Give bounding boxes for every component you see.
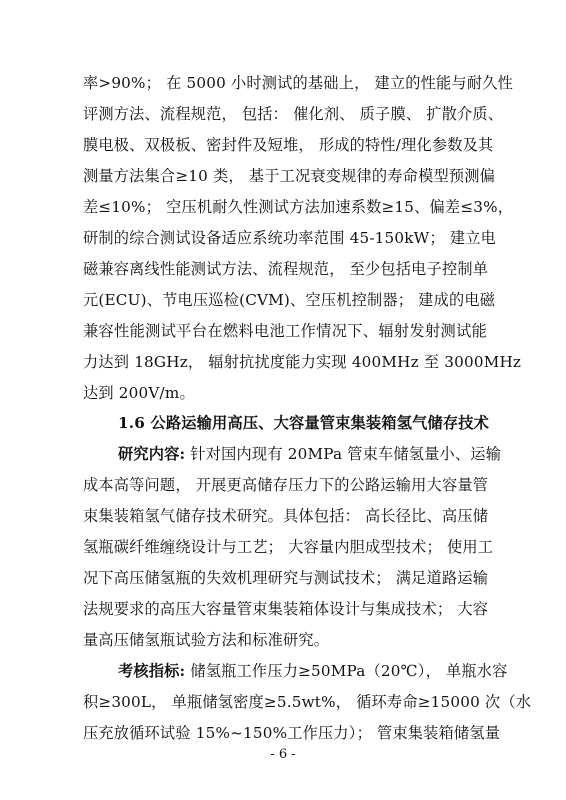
research-label: 研究内容:	[118, 445, 186, 463]
assessment-label: 考核指标:	[118, 662, 186, 680]
body-text-line: 差≤10%； 空压机耐久性测试方法加速系数≥15、偏差≤3%，	[83, 198, 514, 216]
page-number: - 6 -	[270, 747, 296, 762]
assessment-first-line	[118, 661, 508, 681]
body-text-line: 测量方法集合≥10 类， 基于工况衰变规律的寿命模型预测偏	[83, 167, 496, 185]
section-heading: 1.6 公路运输用高压、大容量管束集装箱氢气储存技术	[118, 414, 490, 432]
body-text-line: 评测方法、流程规范， 包括： 催化剂、 质子膜、 扩散介质、	[83, 105, 504, 123]
assessment-first-line-text: 储氢瓶工作压力≥50MPa（20℃）， 单瓶水容	[185, 662, 508, 680]
research-text-line: 成本高等问题， 开展更高储存压力下的公路运输用大容量管	[83, 476, 489, 494]
research-text-line: 况下高压储氢瓶的失效机理研究与测试技术； 满足道路运输	[83, 569, 489, 587]
body-text-line: 率>90%； 在 5000 小时测试的基础上， 建立的性能与耐久性	[83, 74, 513, 92]
assessment-text-line: 压充放循环试验 15%~150%工作压力）； 管束集装箱储氢量	[83, 724, 501, 742]
body-text-line: 研制的综合测试设备适应系统功率范围 45-150kW； 建立电	[83, 229, 497, 247]
research-first-line	[118, 444, 502, 464]
body-text-line: 磁兼容离线性能测试方法、流程规范， 至少包括电子控制单	[83, 260, 489, 278]
research-text-line: 束集装箱氢气储存技术研究。具体包括： 高长径比、高压储	[83, 507, 489, 525]
body-text-line: 元(ECU)、节电压巡检(CVM)、空压机控制器； 建成的电磁	[83, 291, 496, 309]
research-text-line: 量高压储氢瓶试验方法和标准研究。	[83, 631, 330, 649]
body-text-line: 膜电极、双极板、密封件及短堆， 形成的特性/理化参数及其	[83, 136, 494, 154]
body-text-line: 力达到 18GHz， 辐射抗扰度能力实现 400MHz 至 3000MHz	[83, 353, 522, 371]
research-first-line-text: 针对国内现有 20MPa 管束车储氢量小、运输	[185, 445, 502, 463]
assessment-text-line: 积≥300L， 单瓶储氢密度≥5.5wt%， 循环寿命≥15000 次（水	[83, 693, 532, 711]
body-text-line: 兼容性能测试平台在燃料电池工作情况下、辐射发射测试能	[83, 322, 487, 340]
research-text-line: 法规要求的高压大容量管束集装箱体设计与集成技术； 大容	[83, 600, 489, 618]
research-text-line: 氢瓶碳纤维缠绕设计与工艺； 大容量内胆成型技术； 使用工	[83, 538, 494, 556]
body-text-line: 达到 200V/m。	[83, 384, 195, 402]
